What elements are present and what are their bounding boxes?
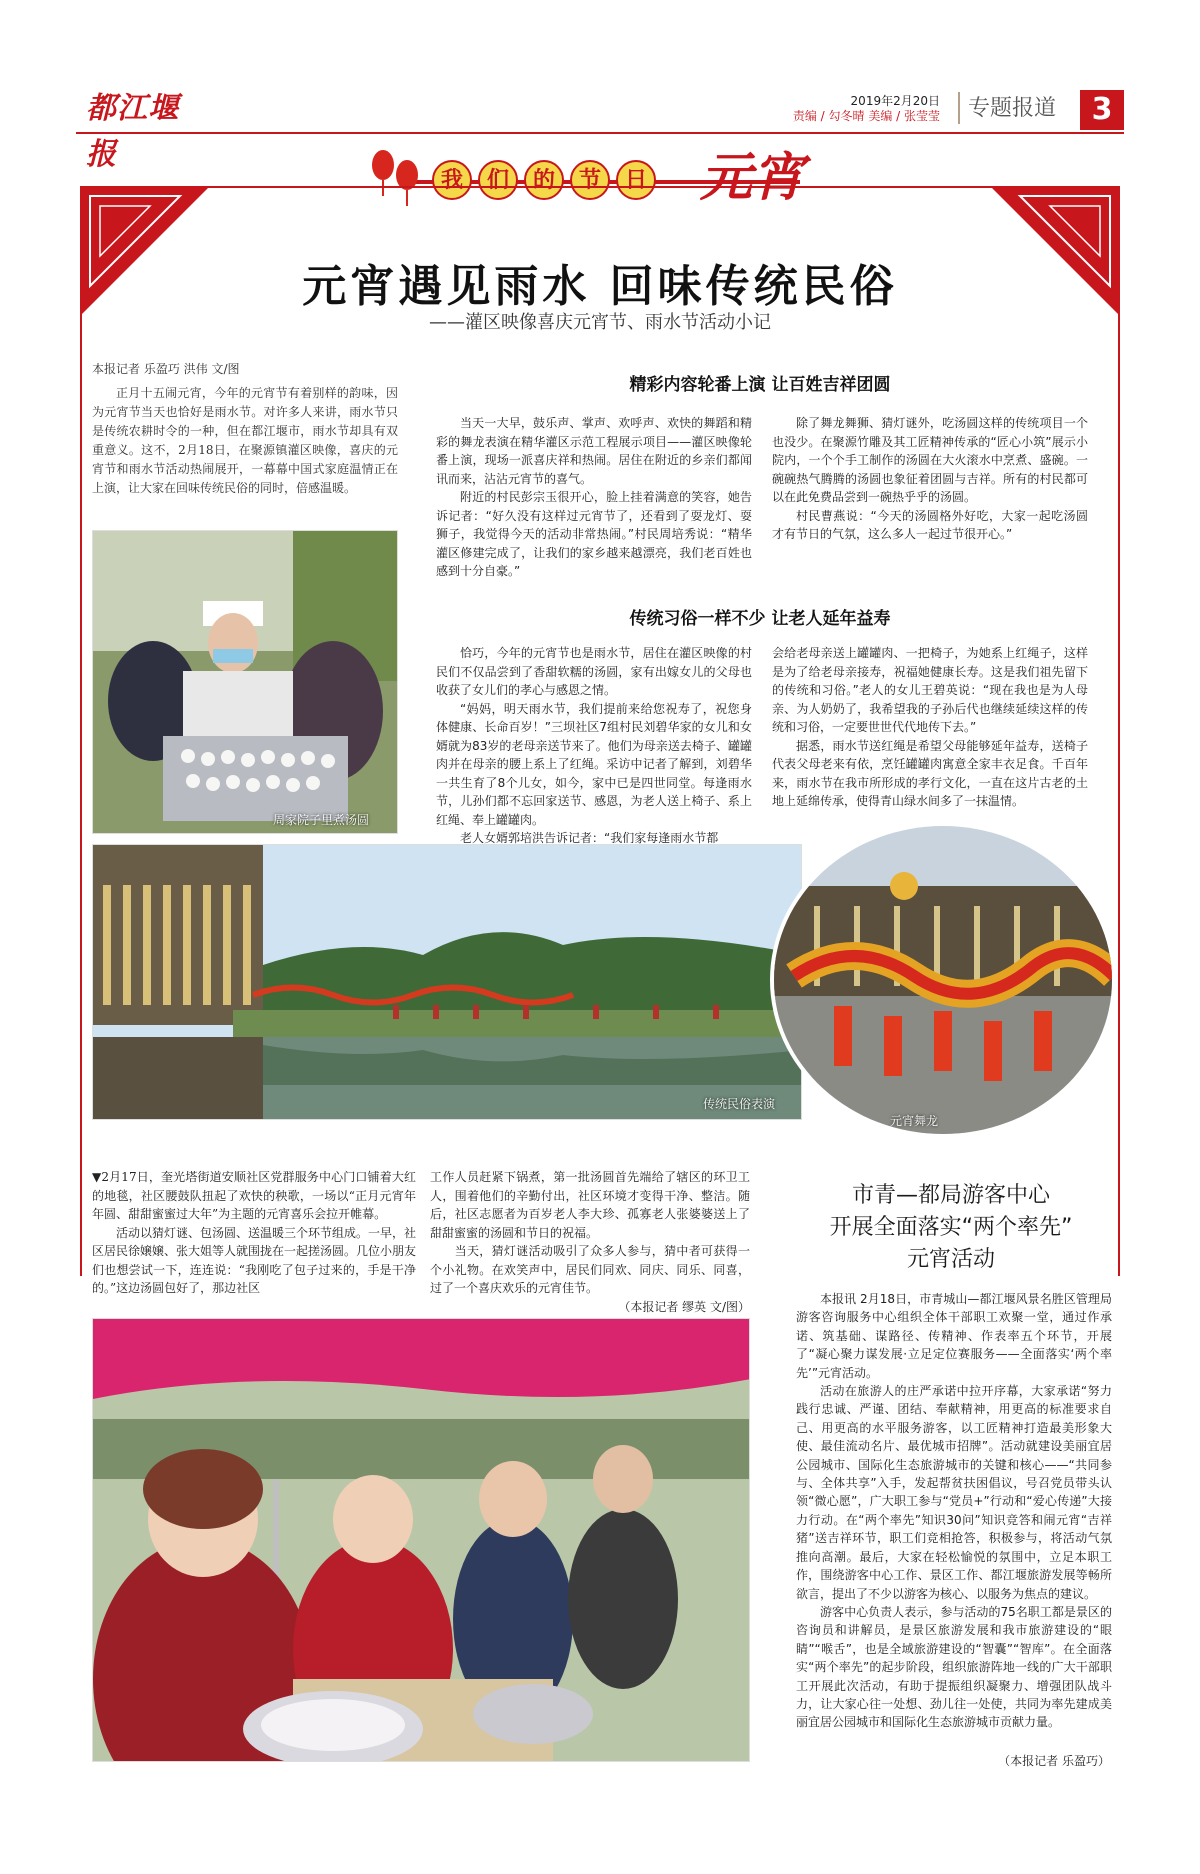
section1-col1 [436,414,752,581]
paragraph: 游客中心负责人表示，参与活动的75名职工都是景区的咨询员和讲解员，是景区旅游发展和我市旅游建设的“眼睛”“喉舌”，也是全域旅游建设的“智囊”“智库”。在全面落实“两个率先”的起步阶段，组织旅游阵地一线的广大干部职工开展此次活动，有助于提振组织凝聚力、增强团队战斗力，让大家心往一处想、劲儿往一处使，共同为率先建成美丽宜居公园城市和国际化生态旅游城市贡献力量。 [796,1604,1112,1730]
photo-caption: 元宵舞龙 [890,1114,939,1128]
section-heading: 精彩内容轮番上演 让百姓吉祥团圆 [629,375,891,395]
photo-cooking-tangyuan [92,530,398,834]
banner-char: 们 [478,160,518,200]
side-title-line: 市青—都局游客中心 [851,1183,1050,1208]
photo-caption: 周家院子里煮汤圆 [273,813,370,827]
photo-cooking-tangyuan-image [93,531,398,834]
paragraph: 本报讯 2月18日，市青城山—都江堰风景名胜区管理局游客咨询服务中心组织全体干部职工欢聚一堂，通过作承诺、筑基础、谋路径、传精神、作表率五个环节，开展了“凝心聚力谋发展·立足定位赛服务——全面落实‘两个率先’”元宵活动。 [796,1292,1112,1380]
paragraph: 活动在旅游人的庄严承诺中拉开序幕，大家承诺“努力践行忠诚、严谨、团结、奉献精神，用更高的标准要求自己、用更高的水平服务游客，以工匠精神打造最美形象大使、最佳流动名片、最优城市招牌”。活动就建设美丽宜居公园城市、国际化生态旅游城市的关键和核心——“共同参与、全体共享”入手，发起帮贫扶困倡议，号召党员带头认领“微心愿”，广大职工参与“党员+”行动和“爱心传递”大接力行动。在“两个率先”知识30问”知识竞答和闹元宵“吉祥猪”送吉祥环节，职工们竞相抢答，积极参与，将活动气氛推向高潮。最后，大家在轻松愉悦的氛围中，立足本职工作，围绕游客中心工作、景区工作、都江堰旅游发展等畅所欲言，提出了不少以游客为核心、以服务为焦点的建议。 [796,1384,1112,1601]
side-article-credit: （本报记者 乐盈巧） [998,1754,1110,1768]
article-subtitle: ——灌区映像喜庆元宵节、雨水节活动小记 [429,312,771,333]
paragraph: 附近的村民彭宗玉很开心，脸上挂着满意的笑容，她告诉记者：“好久没有这样过元宵节了，还看到了耍龙灯、耍狮子，我觉得今天的活动非常热闹。”村民周培秀说：“精华灌区修建完成了，让我们的家乡越来越漂亮，我们老百姓也感到十分自豪。” [436,490,752,578]
section2-col2 [772,644,1088,811]
article-intro: 正月十五闹元宵，今年的元宵节有着别样的韵味，因为元宵节当天也恰好是雨水节。对许多人来讲，雨水节只是传统农耕时令的一种，但在都江堰市，雨水节却具有双重意义。这不，2月18日，在聚源镇灌区映像，喜庆的元宵节和雨水节活动热闹展开，一幕幕中国式家庭温情正在上演，让大家在回味传统民俗的同时，倍感温暖。 [92,386,398,495]
paragraph: 恰巧，今年的元宵节也是雨水节，居住在灌区映像的村民们不仅品尝到了香甜软糯的汤圆，家有出嫁女儿的父母也收获了女儿们的孝心与感恩之情。 [436,646,752,697]
photo-caption: 传统民俗表演 [703,1097,776,1111]
issue-meta [720,94,940,124]
masthead-rule [76,132,1124,134]
photo-folk-performance [92,844,802,1120]
side-article-body [796,1290,1112,1732]
newspaper-logo: 都江堰报 [86,91,179,172]
banner-char: 的 [524,160,564,200]
banner-char: 节 [570,160,610,200]
photo-community-tangyuan [92,1318,750,1762]
issue-date: 2019年2月20日 [850,94,940,108]
paragraph: 除了舞龙舞狮、猜灯谜外，吃汤圆这样的传统项目一个也没少。在聚源竹雕及其工匠精神传承的“匠心小筑”展示小院内，一个个手工制作的汤圆在大火滚水中烹煮、盛碗。一碗碗热气腾腾的汤圆也象征着团圆与吉祥。所有的村民都可以在此免费品尝到一碗热乎乎的汤圆。 [772,416,1088,504]
section2-col1 [436,644,752,848]
page-number: 3 [1080,90,1124,130]
side-title-line: 元宵活动 [906,1247,995,1272]
paragraph: 村民曹燕说：“今天的汤圆格外好吃，大家一起吃汤圆才有节日的气氛，这么多人一起过节很开心。” [772,508,1088,541]
section-name: 专题报道 [968,96,1057,121]
short-news-col1: ▼2月17日，奎光塔街道安顺社区党群服务中心门口铺着大红的地毯，社区腰鼓队扭起了欢快的秧歌，一场以“正月元宵年年圆、甜甜蜜蜜过大年”为主题的元宵喜乐会拉开帷幕。 活动以猜灯谜、包汤圆、送温暖三个环节组成。一早，社区居民徐嬢嬢、张大姐等人就围拢在一起搓汤圆。几位小朋友们也想尝试一下，连连说：“我刚吃了包子过来的，手是干净的。”这边汤圆包好了，那边社区 [92,1170,417,1295]
short-news-credit: （本报记者 缪英 文/图） [618,1300,750,1314]
photo-community-tangyuan-image [93,1319,750,1762]
lantern-icon [372,150,394,180]
short-news-col2: 工作人员赶紧下锅煮，第一批汤圆首先端给了辖区的环卫工人，围着他们的辛勤付出，社区环境才变得干净、整洁。随后，社区志愿者为百岁老人李大珍、孤寡老人张婆婆送上了甜甜蜜蜜的汤圆和节日的祝福。 当天，猜灯谜活动吸引了众多人参与，猜中者可获得一个小礼物。在欢笑声中，居民们同欢、同庆、同乐、同喜，过了一个喜庆欢乐的元宵佳节。 [430,1170,750,1295]
photo-dragon-dance-image [774,826,1116,1138]
photo-dragon-dance [770,822,1116,1138]
paragraph: 老人女婿郭培洪告诉记者：“我们家每逢雨水节都 [460,831,719,845]
section-heading: 传统习俗一样不少 让老人延年益寿 [629,609,891,629]
banner-festival-name: 元宵 [700,147,805,208]
banner-char: 我 [432,160,472,200]
side-article-title [786,1180,1116,1276]
banner-char: 日 [616,160,656,200]
masthead-divider [958,92,960,124]
article-byline: 本报记者 乐盈巧 洪伟 文/图 [92,362,240,376]
paragraph: 会给老母亲送上罐罐肉、一把椅子，为她系上红绳子，这样是为了给老母亲接寿，祝福她健康长寿。这是我们祖先留下的传统和习俗。”老人的女儿王碧英说：“现在我也是为人母亲、为人奶奶了，我希望我的子孙后代也继续延续这样的传统和习俗，一定要世世代代地传下去。” [772,646,1088,734]
section1-col2 [772,414,1088,544]
paragraph: “妈妈，明天雨水节，我们提前来给您祝寿了，祝您身体健康、长命百岁！”三坝社区7组村民刘碧华家的女儿和女婿就为83岁的老母亲送节来了。他们为母亲送去椅子、罐罐肉并在母亲的腰上系上了红绳。采访中记者了解到，刘碧华一共生育了8个儿女，如今，家中已是四世同堂。每逢雨水节，儿孙们都不忘回家送节、感恩，为老人送上椅子、系上红绳、奉上罐罐肉。 [436,701,752,827]
photo-folk-performance-image [93,845,802,1120]
side-title-line: 开展全面落实“两个率先” [829,1215,1073,1240]
paragraph: 据悉，雨水节送红绳是希望父母能够延年益寿，送椅子代表父母老来有依，烹饪罐罐肉寓意全家丰衣足食。千百年来，雨水节在我市所形成的孝行文化，一直在这片古老的土地上延绵传承，使得青山绿水间多了一抹温情。 [772,738,1088,808]
editors: 责编 / 勾冬晴 美编 / 张莹莹 [792,109,940,123]
article-title: 元宵遇见雨水 回味传统民俗 [302,261,898,312]
paragraph: 当天一大早，鼓乐声、掌声、欢呼声、欢快的舞蹈和精彩的舞龙表演在精华灌区示范工程展示项目——灌区映像轮番上演，现场一派喜庆祥和热闹。居住在附近的乡亲们都闻讯而来，沾沾元宵节的喜气。 [436,416,752,486]
